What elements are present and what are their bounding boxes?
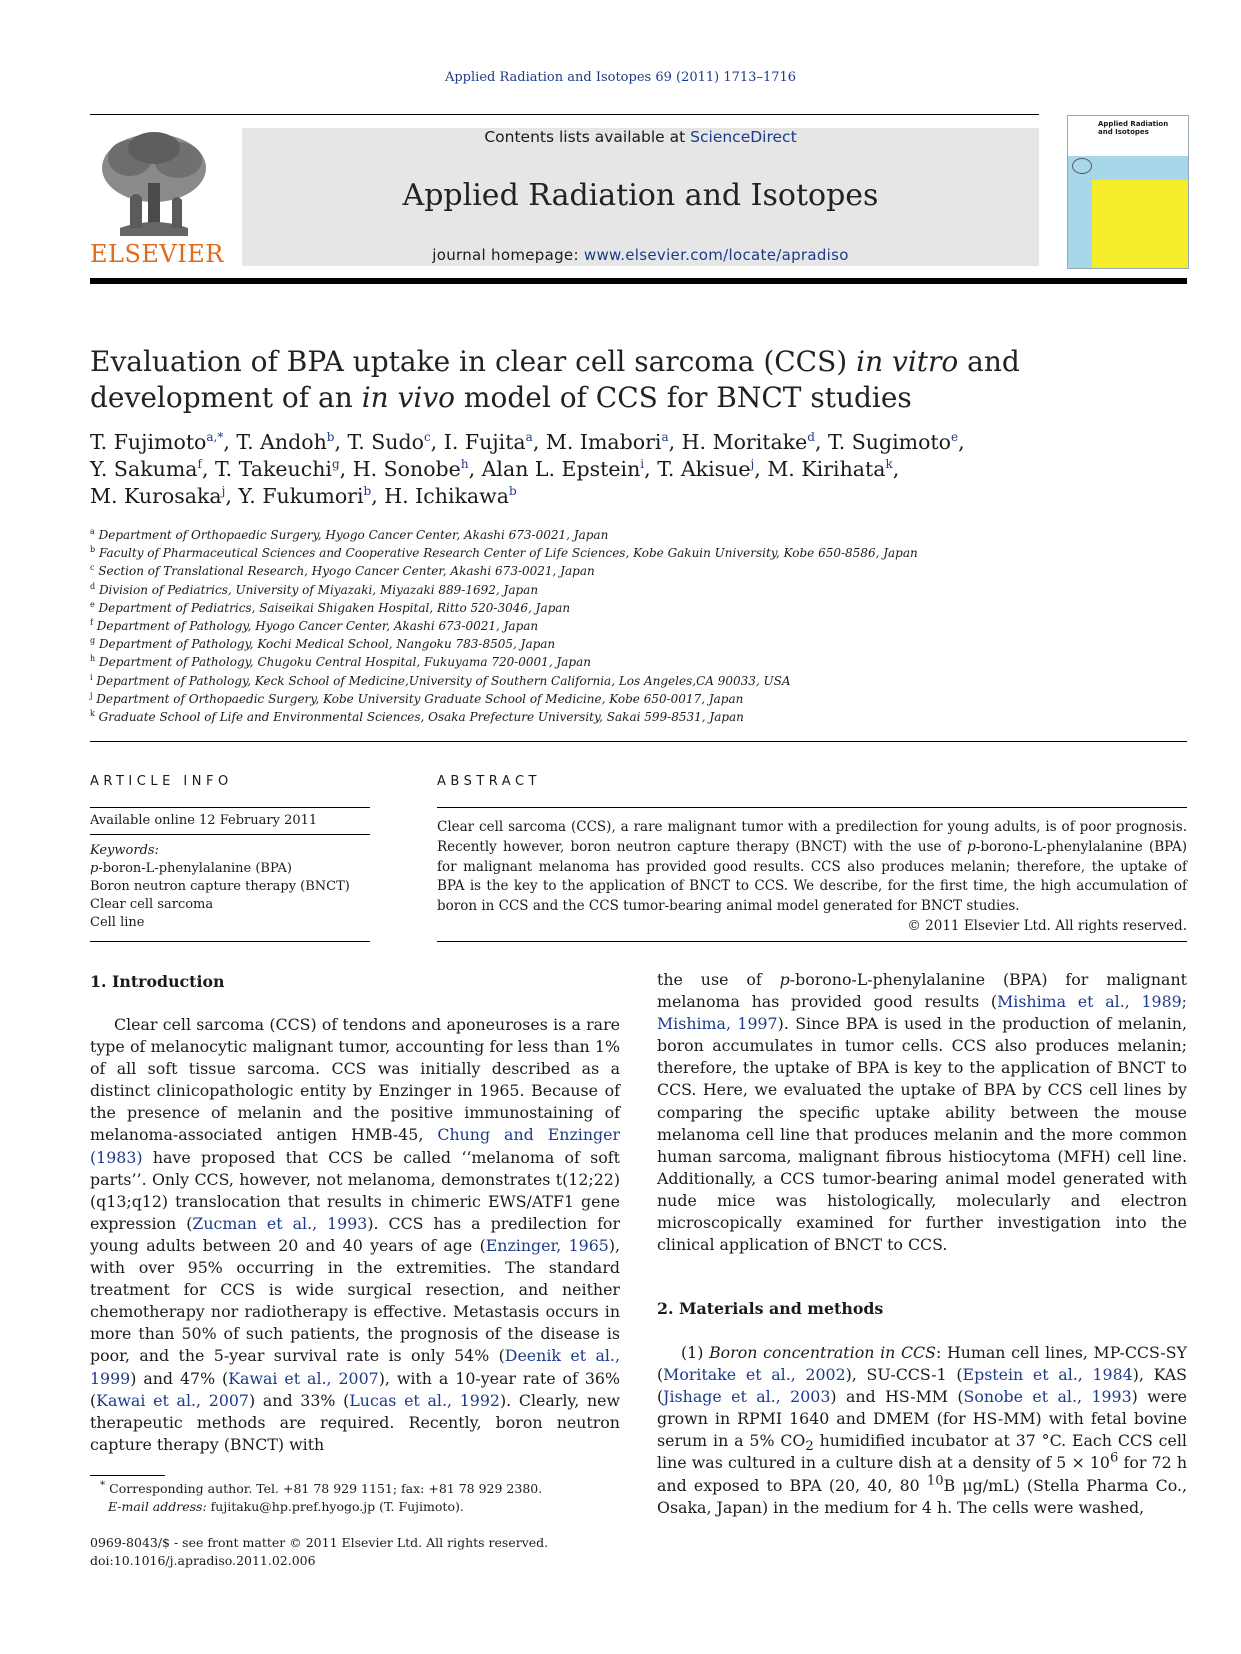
author-affiliation-mark[interactable]: g	[331, 457, 340, 472]
affiliation-text: Department of Orthopaedic Surgery, Kobe University Graduate School of Medicine, Kobe 650-0017, Japan	[92, 691, 744, 706]
author-affiliation-mark[interactable]: i	[640, 457, 645, 472]
affiliation	[90, 562, 1187, 580]
author-affiliation-mark[interactable]: a	[661, 430, 669, 445]
affiliation-key: g	[90, 636, 96, 646]
abstract-body	[437, 818, 1187, 937]
affiliation	[90, 544, 1187, 562]
affiliation-key: h	[90, 654, 96, 664]
body-italic: Boron concentration in CCS	[709, 1343, 936, 1362]
keyword[interactable]: Cell line	[90, 915, 145, 930]
info-rule-top	[90, 807, 370, 808]
title-italic: in vivo	[361, 381, 456, 414]
info-rule-mid	[90, 834, 370, 835]
body-text: ). CCS has a predilection for young adults between 20 and 40 years of age (	[90, 1213, 620, 1255]
author-name: Y. Fukumori	[238, 484, 364, 508]
body-text: ). Clearly, new therapeutic methods are required. Recently, boron neutron capture therapy (BNCT) with	[90, 1390, 620, 1454]
citation-link[interactable]: Sonobe et al., 1993	[963, 1387, 1132, 1407]
footnote-rule	[90, 1475, 165, 1476]
author-name: M. Kurosaka	[90, 484, 222, 508]
abstract-rule-bottom	[437, 941, 1187, 942]
keywords-block	[90, 842, 370, 932]
citation-link[interactable]: Moritake et al., 2002	[663, 1365, 846, 1385]
keyword[interactable]: Clear cell sarcoma	[90, 897, 214, 912]
body-text: ) and HS-MM (	[830, 1387, 964, 1407]
author[interactable]	[238, 484, 371, 508]
affiliation-key: a	[90, 527, 95, 536]
affiliation-key: d	[90, 581, 96, 591]
affiliation-key: i	[90, 672, 93, 682]
atom-icon	[1072, 158, 1092, 174]
doi-line[interactable]: doi:10.1016/j.apradiso.2011.02.006	[90, 1552, 316, 1568]
keywords-label: Keywords:	[90, 843, 159, 858]
intro-paragraph	[90, 1014, 620, 1456]
author[interactable]	[828, 430, 958, 454]
author-name: M. Imabori	[545, 430, 662, 454]
author-name: T. Takeuchi	[214, 457, 332, 481]
affiliation-key: k	[90, 709, 95, 719]
body-text: the use of	[657, 970, 780, 989]
author-name: H. Moritake	[681, 430, 808, 454]
author[interactable]	[90, 457, 202, 481]
author-name: I. Fujita	[443, 430, 526, 454]
body-text: (1)	[681, 1343, 710, 1362]
body-text: for 72 h and exposed to BPA (20, 40, 80	[657, 1453, 1187, 1495]
intro-heading: 1. Introduction	[90, 972, 225, 991]
body-text: ), KAS (	[657, 1365, 1187, 1407]
affiliation-key: f	[90, 618, 93, 628]
author-affiliation-mark[interactable]: e	[951, 430, 959, 445]
title-part: development of an	[90, 381, 362, 414]
author[interactable]	[384, 484, 516, 508]
journal-cover-thumbnail[interactable]	[1067, 115, 1189, 269]
author-affiliation-mark[interactable]: h	[460, 457, 469, 472]
cover-yellow-block	[1092, 180, 1188, 268]
methods-heading: 2. Materials and methods	[657, 1299, 884, 1318]
body-italic: p	[779, 970, 790, 989]
contents-line	[242, 128, 1039, 146]
affiliation-key: j	[90, 690, 93, 700]
citation-link[interactable]: Lucas et al., 1992	[349, 1390, 500, 1410]
author-affiliation-mark[interactable]: a	[525, 430, 533, 445]
journal-homepage	[242, 246, 1039, 264]
contents-prefix: Contents lists available at	[484, 128, 691, 146]
body-text: -borono-L-phenylalanine (BPA) for malignant melanoma has provided good results (	[657, 970, 1187, 1012]
abstract-copyright: © 2011 Elsevier Ltd. All rights reserved.	[907, 917, 1187, 934]
author-affiliation-mark[interactable]: b	[508, 484, 517, 499]
author[interactable]	[90, 430, 223, 454]
sciencedirect-link[interactable]: ScienceDirect	[690, 128, 797, 146]
author-affiliation-mark[interactable]: f	[197, 457, 202, 472]
author[interactable]	[90, 484, 225, 508]
title-part: and	[958, 345, 1020, 378]
citation-link[interactable]: Enzinger, 1965	[485, 1235, 609, 1255]
affiliation-text: Graduate School of Life and Environmental Sciences, Osaka Prefecture University, Sakai 599-8531, Japan	[94, 710, 744, 725]
author[interactable]	[657, 457, 754, 481]
author-affiliation-mark[interactable]: j	[221, 484, 226, 499]
affiliation-key: e	[90, 599, 95, 609]
affiliation-text: Department of Pathology, Kochi Medical School, Nangoku 783-8505, Japan	[95, 637, 556, 652]
body-text: ). Since BPA is used in the production of melanin, boron accumulates in tumor cells. CCS also produces melanin; therefore, the uptake of BPA is key to the application of BNCT to CCS. Here, we evaluated the uptake of BPA by CCS cell lines by comparing the specific uptake ability between the mouse melanoma cell line that produces melanin and the more common human sarcoma, malignant fibrous histiocytoma (MFH) cell line. Additionally, a CCS tumor-bearing animal model generated with nude mice was histologically, molecularly and electron microscopically examined for further investigation into the clinical application of BNCT to CCS.	[657, 1014, 1188, 1255]
author-affiliation-mark[interactable]: d	[807, 430, 815, 445]
intro-continued	[657, 969, 1187, 1256]
affiliation-list	[90, 526, 1187, 726]
affiliation	[90, 581, 1187, 599]
affiliation-text: Division of Pediatrics, University of Miyazaki, Miyazaki 889-1692, Japan	[95, 582, 539, 597]
affiliation-text: Department of Pathology, Keck School of Medicine,University of Southern California, Los Angeles,CA 90033, USA	[92, 673, 791, 688]
author[interactable]	[215, 457, 340, 481]
author-name: T. Akisue	[657, 457, 751, 481]
cover-blue-band	[1092, 156, 1188, 180]
corresponding-author-note	[100, 1480, 620, 1515]
keyword-italic: p	[90, 861, 99, 876]
publisher-wordmark: ELSEVIER	[90, 240, 224, 268]
author-affiliation-mark[interactable]: b	[363, 484, 372, 499]
body-text: B μg/mL) (Stella Pharma Co., Osaka, Japan) in the medium for 4 h. The cells were washed,	[657, 1475, 1187, 1517]
author-name: Alan L. Epstein	[481, 457, 641, 481]
author[interactable]	[767, 457, 892, 481]
body-text: Clear cell sarcoma (CCS) of tendons and aponeuroses is a rare type of melanocytic malignant tumor, accounting for less than 1% of all soft tissue sarcoma. CCS was initially described as a distinct clinicopathologic entity by Enzinger in 1965. Because of the presence of melanin and the positive immunostaining of melanoma-associated antigen HMB-45,	[90, 1015, 620, 1145]
author-affiliation-mark[interactable]: k	[885, 457, 893, 472]
tree-icon	[90, 128, 218, 238]
email-label: E-mail address:	[107, 1498, 207, 1514]
article-title	[90, 344, 1090, 416]
author-name: H. Sonobe	[352, 457, 461, 481]
body-text: humidified incubator at 37 °C. Each CCS cell line was cultured in a culture dish at a density of 5 × 10	[657, 1431, 1187, 1473]
affiliation-text: Department of Orthopaedic Surgery, Hyogo Cancer Center, Akashi 673-0021, Japan	[94, 528, 609, 542]
info-rule-bottom	[90, 941, 370, 942]
article-info-heading: ARTICLE INFO	[90, 774, 233, 789]
title-italic: in vitro	[856, 345, 959, 378]
author-affiliation-mark[interactable]: c	[423, 430, 431, 445]
abstract-rule-top	[437, 807, 1187, 808]
asterisk: *	[100, 1478, 106, 1491]
issn-line: 0969-8043/$ - see front matter © 2011 Elsevier Ltd. All rights reserved.	[90, 1535, 549, 1550]
affiliation-key: b	[90, 545, 96, 555]
keyword-text: -boron-L-phenylalanine (BPA)	[98, 861, 292, 876]
body-text: ), with a 10-year rate of 36% (	[90, 1368, 620, 1410]
subscript: 2	[805, 1439, 814, 1455]
superscript: 10	[926, 1473, 944, 1489]
journal-title: Applied Radiation and Isotopes	[402, 178, 879, 213]
author-name: T. Sudo	[347, 430, 424, 454]
affiliation-text: Department of Pathology, Chugoku Central Hospital, Fukuyama 720-0001, Japan	[95, 655, 591, 670]
author-name: T. Andoh	[236, 430, 327, 454]
affiliation	[90, 526, 1187, 544]
author[interactable]	[353, 457, 469, 481]
body-text: ), with over 95% occurring in the extremities. The standard treatment for CCS is wide surgical resection, and neither chemotherapy nor radiotherapy is effective. Metastasis occurs in more than 50% of such patients, the prognosis of the disease is poor, and the 5-year survival rate is only 54% (	[90, 1235, 620, 1366]
author-name: H. Ichikawa	[384, 484, 509, 508]
citation-link[interactable]: Epstein et al., 1984	[962, 1365, 1133, 1385]
methods-paragraph	[657, 1342, 1187, 1519]
abstract-italic: p	[967, 838, 976, 855]
affiliation	[90, 635, 1187, 653]
affiliation-key: c	[90, 563, 95, 573]
author[interactable]	[482, 457, 645, 481]
keyword[interactable]	[90, 861, 292, 876]
author[interactable]	[682, 430, 815, 454]
author-list: T. Fujimoto$^{a,*}$, T. Andoh$^b$, T. Sudo$^c$, I. Fujita$^a$, M. Imabori$^a$, H. Moritake$^d$, T. Sugimoto$^e$, Y. Sakuma$^f$, T. Takeuchi$^g$, H. Sonobe$^h$, Alan L. Epstein$^i$, T. Akisue$^j$, M. Kirihata$^k$, M. Kurosaka$^j$, Y. Fukumori$^b$, H. Ichikawa$^b$	[90, 430, 965, 508]
author-name: M. Kirihata	[767, 457, 886, 481]
body-text: ), SU-CCS-1 (	[845, 1365, 963, 1385]
citation-link[interactable]: Deenik et al., 1999	[90, 1346, 620, 1388]
affiliation	[90, 599, 1187, 617]
author-name: T. Sugimoto	[828, 430, 952, 454]
affiliation-text: Faculty of Pharmaceutical Sciences and Cooperative Research Center of Life Sciences, Kobe Gakuin University, Kobe 650-8586, Japan	[95, 546, 918, 561]
cover-title: Applied Radiation and Isotopes	[1098, 120, 1169, 136]
homepage-prefix: journal homepage:	[432, 246, 584, 264]
citation-link[interactable]: Kawai et al., 2007	[96, 1390, 249, 1410]
footnote-text: Corresponding author. Tel. +81 78 929 1151; fax: +81 78 929 2380.	[105, 1481, 543, 1496]
author-affiliation-mark[interactable]: a,*	[206, 430, 224, 445]
affiliation-rule	[90, 741, 1187, 742]
affiliation-text: Department of Pediatrics, Saiseikai Shigaken Hospital, Ritto 520-3046, Japan	[94, 600, 571, 615]
superscript: 6	[1109, 1451, 1119, 1467]
title-part: model of CCS for BNCT studies	[455, 381, 912, 414]
body-text: have proposed that CCS be called ‘‘melanoma of soft parts’’. Only CCS, however, not melanoma, demonstrates t(12;22)(q13;q12) translocation that results in chimeric EWS/ATF1 gene expression (	[90, 1147, 620, 1233]
email-address[interactable]: fujitaku@hp.pref.hyogo.jp (T. Fujimoto).	[206, 1498, 464, 1514]
author-name: Y. Sakuma	[90, 457, 198, 481]
body-text: ) and 33% (	[248, 1390, 350, 1410]
title-part: Evaluation of BPA uptake in clear cell sarcoma (CCS)	[90, 345, 857, 378]
body-text: ) and 47% (	[130, 1368, 229, 1388]
citation-link[interactable]: Jishage et al., 2003	[663, 1387, 831, 1407]
abstract-text: Clear cell sarcoma (CCS), a rare malignant tumor with a predilection for young adults, is of poor prognosis. Recently however, boron neutron capture therapy (BNCT) with the use of	[437, 819, 1187, 855]
journal-reference[interactable]: Applied Radiation and Isotopes 69 (2011) 1713–1716	[444, 70, 797, 85]
author[interactable]	[444, 430, 533, 454]
citation-link[interactable]: Zucman et al., 1993	[192, 1213, 368, 1233]
citation-link[interactable]: Kawai et al., 2007	[228, 1368, 379, 1388]
abstract-heading: ABSTRACT	[437, 774, 541, 789]
author-affiliation-mark[interactable]: b	[326, 430, 335, 445]
homepage-link[interactable]: www.elsevier.com/locate/apradiso	[583, 246, 849, 264]
affiliation	[90, 690, 1187, 708]
body-text: : Human cell lines, MP-CCS-SY (	[657, 1343, 1187, 1385]
author-affiliation-mark[interactable]: j	[750, 457, 755, 472]
affiliation-text: Section of Translational Research, Hyogo Cancer Center, Akashi 673-0021, Japan	[94, 564, 595, 579]
affiliation	[90, 617, 1187, 635]
affiliation	[90, 653, 1187, 671]
header-rule	[90, 114, 1039, 115]
affiliation	[90, 708, 1187, 726]
author[interactable]	[236, 430, 334, 454]
affiliation	[90, 672, 1187, 690]
author[interactable]	[546, 430, 669, 454]
author-name: T. Fujimoto	[90, 430, 207, 454]
abstract-text: -borono-L-phenylalanine (BPA) for malignant melanoma has provided good results. CCS also produces melanin; therefore, the uptake of BPA is the key to the application of BNCT to CCS. We describe, for the first time, the high accumulation of boron in CCS and the CCS tumor-bearing animal model generated for BNCT studies.	[437, 838, 1187, 915]
citation-link[interactable]: Chung and Enzinger (1983)	[90, 1125, 620, 1167]
author[interactable]	[348, 430, 431, 454]
available-online: Available online 12 February 2011	[90, 813, 318, 828]
front-matter-note	[90, 1534, 650, 1569]
affiliation-text: Department of Pathology, Hyogo Cancer Center, Akashi 673-0021, Japan	[92, 619, 539, 634]
header-thick-rule	[90, 278, 1187, 284]
body-text: ) were grown in RPMI 1640 and DMEM (for HS-MM) with fetal bovine serum in a 5% CO	[657, 1387, 1187, 1451]
keyword[interactable]: Boron neutron capture therapy (BNCT)	[90, 879, 350, 894]
citation-link[interactable]: Mishima et al., 1989; Mishima, 1997	[657, 992, 1187, 1034]
